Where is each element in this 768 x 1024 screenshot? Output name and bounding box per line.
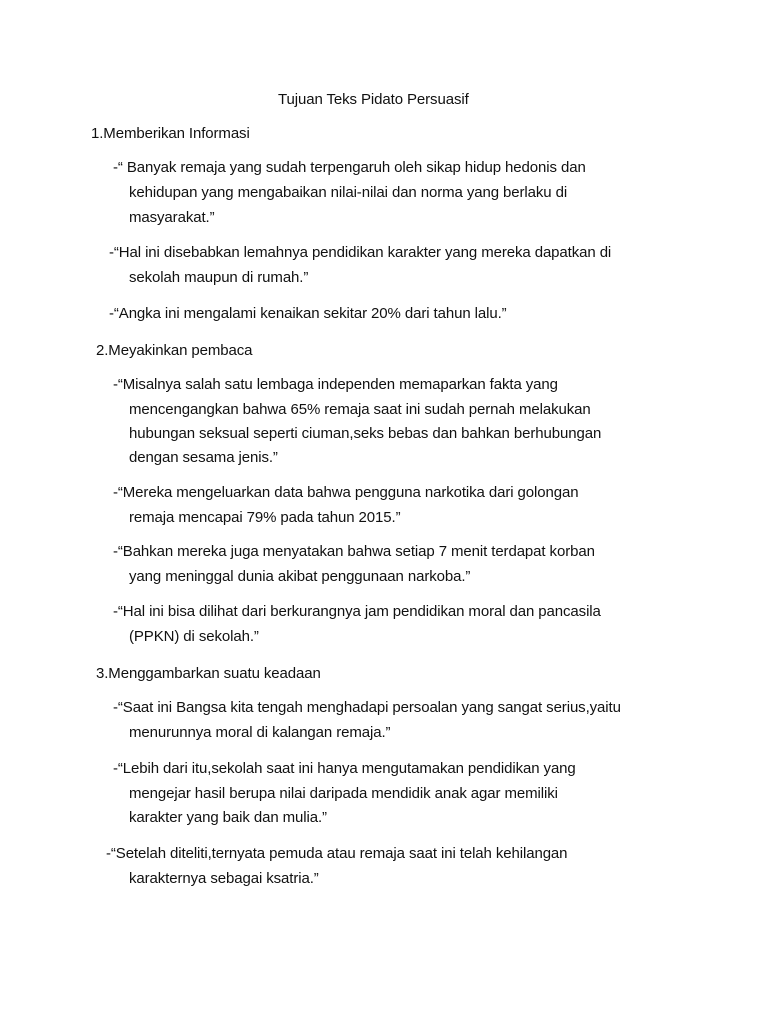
list-item-line: -“Angka ini mengalami kenaikan sekitar 20% dari tahun lalu.” [109, 305, 507, 322]
document-title: Tujuan Teks Pidato Persuasif [278, 91, 469, 108]
list-item-line: -“Bahkan mereka juga menyatakan bahwa setiap 7 menit terdapat korban [113, 543, 595, 560]
list-item-line: dengan sesama jenis.” [129, 449, 278, 466]
list-item-line: (PPKN) di sekolah.” [129, 628, 259, 645]
list-item-line: remaja mencapai 79% pada tahun 2015.” [129, 509, 401, 526]
list-item-line: -“Saat ini Bangsa kita tengah menghadapi persoalan yang sangat serius,yaitu [113, 699, 621, 716]
list-item-line: -“Misalnya salah satu lembaga independen memaparkan fakta yang [113, 376, 558, 393]
list-item-line: -“Lebih dari itu,sekolah saat ini hanya mengutamakan pendidikan yang [113, 760, 576, 777]
list-item-line: karakternya sebagai ksatria.” [129, 870, 319, 887]
list-item-line: -“ Banyak remaja yang sudah terpengaruh oleh sikap hidup hedonis dan [113, 159, 586, 176]
list-item-line: karakter yang baik dan mulia.” [129, 809, 327, 826]
section-heading: 1.Memberikan Informasi [91, 125, 250, 142]
list-item-line: menurunnya moral di kalangan remaja.” [129, 724, 391, 741]
list-item-line: -“Setelah diteliti,ternyata pemuda atau remaja saat ini telah kehilangan [106, 845, 568, 862]
section-heading: 3.Menggambarkan suatu keadaan [96, 665, 321, 682]
section-heading: 2.Meyakinkan pembaca [96, 342, 253, 359]
list-item-line: hubungan seksual seperti ciuman,seks bebas dan bahkan berhubungan [129, 425, 602, 442]
list-item-line: -“Hal ini bisa dilihat dari berkurangnya jam pendidikan moral dan pancasila [113, 603, 601, 620]
list-item-line: mengejar hasil berupa nilai daripada mendidik anak agar memiliki [129, 785, 558, 802]
list-item-line: kehidupan yang mengabaikan nilai-nilai dan norma yang berlaku di [129, 184, 568, 201]
list-item-line: yang meninggal dunia akibat penggunaan narkoba.” [129, 568, 471, 585]
list-item-line: sekolah maupun di rumah.” [129, 269, 309, 286]
list-item-line: masyarakat.” [129, 209, 215, 226]
list-item-line: -“Hal ini disebabkan lemahnya pendidikan karakter yang mereka dapatkan di [109, 244, 612, 261]
list-item-line: -“Mereka mengeluarkan data bahwa pengguna narkotika dari golongan [113, 484, 579, 501]
list-item-line: mencengangkan bahwa 65% remaja saat ini sudah pernah melakukan [129, 401, 591, 418]
